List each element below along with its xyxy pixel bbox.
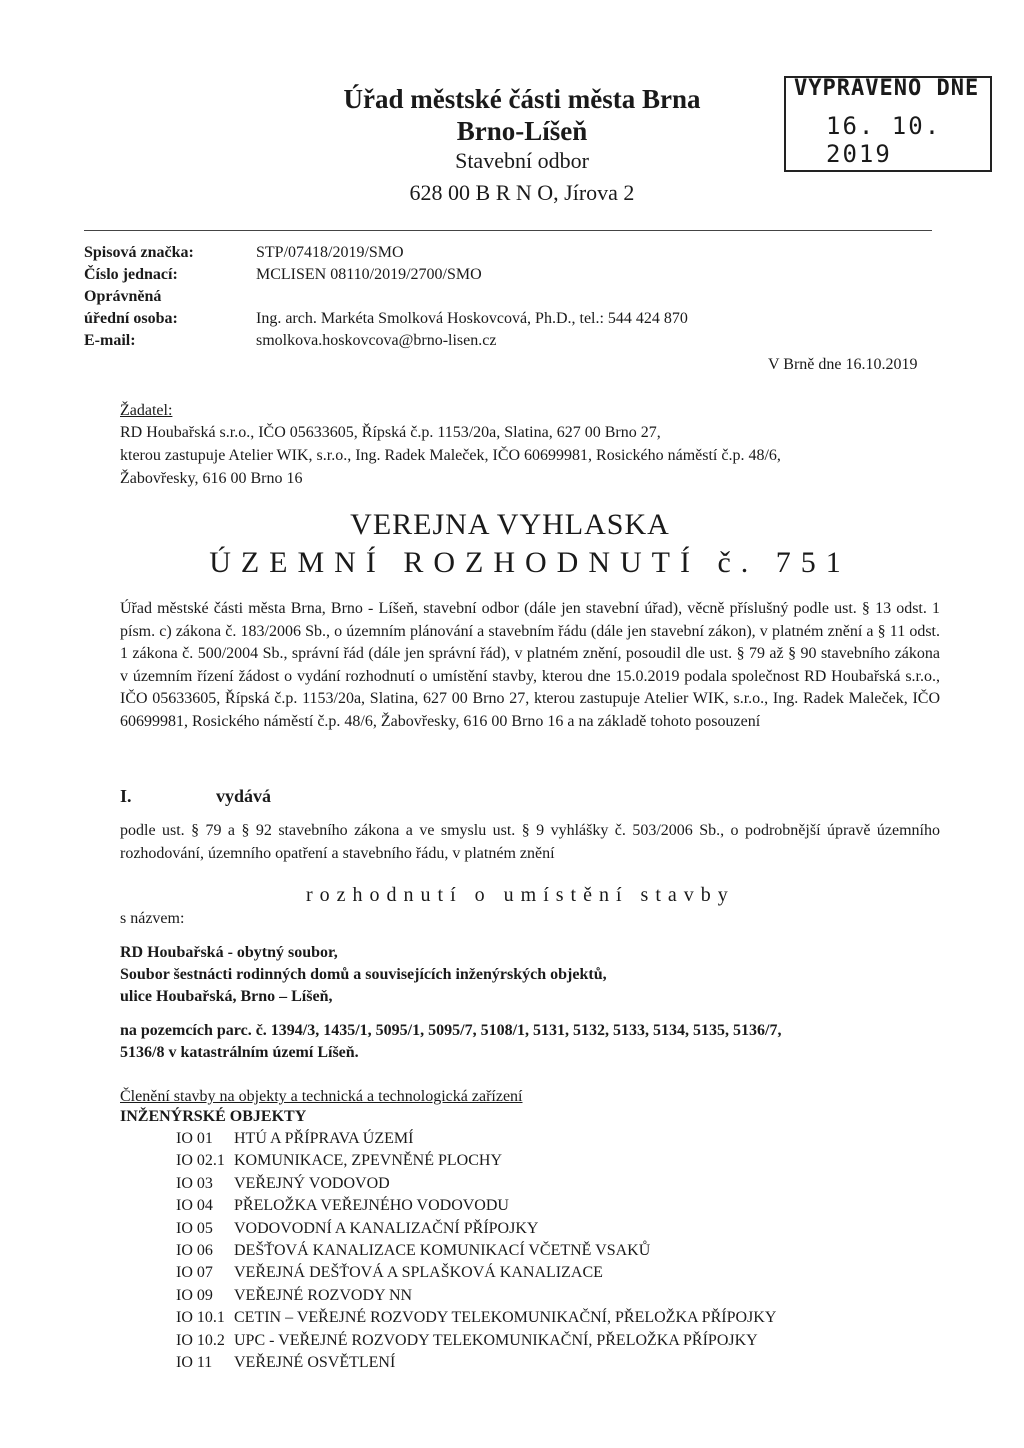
decision-heading: r o z h o d n u t í o u m í s t ě n í s t a v b y <box>306 884 729 906</box>
department-name: Stavební odbor <box>455 148 589 173</box>
section-label: vydává <box>216 786 272 806</box>
dispatch-stamp <box>784 76 992 172</box>
osoba-label-2: úřední osoba: <box>84 310 178 327</box>
stamp-date: 16. 10. 2019 <box>826 112 942 168</box>
section-number: I. <box>120 786 132 806</box>
io-code: IO 02.1 <box>176 1152 225 1169</box>
io-description: KOMUNIKACE, ZPEVNĚNÉ PLOCHY <box>234 1152 502 1169</box>
cislo-value: MCLISEN 08110/2019/2700/SMO <box>256 266 482 283</box>
decision-title: ÚZEMNÍ ROZHODNUTÍ č. 751 <box>209 546 851 579</box>
io-code: IO 04 <box>176 1197 213 1214</box>
structure-heading: Členění stavby na objekty a technická a technologická zařízení <box>120 1088 523 1105</box>
parcels-line-2: 5136/8 v katastrálním území Líšeň. <box>120 1044 359 1061</box>
applicant-line-1: RD Houbařská s.r.o., IČO 05633605, Řípská č.p. 1153/20a, Slatina, 627 00 Brno 27, <box>120 424 661 441</box>
osoba-value: Ing. arch. Markéta Smolková Hoskovcová, Ph.D., tel.: 544 424 870 <box>256 310 688 327</box>
io-description: VEŘEJNÉ ROZVODY NN <box>234 1287 413 1304</box>
spisova-label: Spisová značka: <box>84 244 194 261</box>
applicant-line-3: Žabovřesky, 616 00 Brno 16 <box>120 470 303 487</box>
io-code: IO 07 <box>176 1264 213 1281</box>
email-value[interactable]: smolkova.hoskovcova@brno-lisen.cz <box>256 332 497 349</box>
io-code: IO 03 <box>176 1175 213 1192</box>
io-description: HTÚ A PŘÍPRAVA ÚZEMÍ <box>234 1130 414 1147</box>
io-description: DEŠŤOVÁ KANALIZACE KOMUNIKACÍ VČETNĚ VSAKŮ <box>234 1242 651 1259</box>
spisova-value: STP/07418/2019/SMO <box>256 244 404 261</box>
io-code: IO 05 <box>176 1220 213 1237</box>
nazvem-label: s názvem: <box>120 910 185 927</box>
io-code: IO 10.1 <box>176 1309 225 1326</box>
intro-paragraph: Úřad městské části města Brna, Brno - Líšeň, stavební odbor (dále jen stavební úřad), věcně příslušný podle ust. § 13 odst. 1 písm. c) zákona č. 183/2006 Sb., o územním plánování a stavebním řádu (dále jen stavební zákon), v platném znění a § 11 odst. 1 zákona č. 500/2004 Sb., správní řád (dále jen správní řád), v platném znění, posoudil dle ust. § 79 až § 90 stavebního zákona v územním řízení žádost o vydání rozhodnutí o umístění stavby, kterou dne 15.0.2019 podala společnost RD Houbařská s.r.o., IČO 05633605, Řípská č.p. 1153/20a, Slatina, 627 00 Brno 27, kterou zastupuje Atelier WIK, s.r.o., Ing. Radek Maleček, IČO 60699981, Rosického náměstí č.p. 48/6, Žabovřesky, 616 00 Brno 16 a na základě tohoto posouzení <box>120 600 940 730</box>
io-code: IO 11 <box>176 1354 213 1371</box>
document-date: V Brně dne 16.10.2019 <box>768 356 918 373</box>
io-description: CETIN – VEŘEJNÉ ROZVODY TELEKOMUNIKAČNÍ, PŘELOŽKA PŘÍPOJKY <box>234 1309 777 1326</box>
applicant-label: Žadatel: <box>120 402 173 419</box>
io-description: VEŘEJNÝ VODOVOD <box>234 1175 390 1192</box>
parcels-line-1: na pozemcích parc. č. 1394/3, 1435/1, 5095/1, 5095/7, 5108/1, 5131, 5132, 5133, 5134, 5135, 5136/7, <box>120 1022 782 1039</box>
office-address: 628 00 B R N O, Jírova 2 <box>409 180 635 205</box>
project-name-line-2: Soubor šestnácti rodinných domů a souvisejících inženýrských objektů, <box>120 966 607 983</box>
io-description: VEŘEJNÁ DEŠŤOVÁ A SPLAŠKOVÁ KANALIZACE <box>234 1264 603 1281</box>
io-description: UPC - VEŘEJNÉ ROZVODY TELEKOMUNIKAČNÍ, PŘELOŽKA PŘÍPOJKY <box>234 1332 758 1349</box>
cislo-label: Číslo jednací: <box>84 266 178 283</box>
public-notice-title: VEREJNA VYHLASKA <box>350 508 670 541</box>
project-name-line-3: ulice Houbařská, Brno – Líšeň, <box>120 988 333 1005</box>
header-divider <box>84 230 932 231</box>
io-code: IO 06 <box>176 1242 213 1259</box>
email-label: E-mail: <box>84 332 136 349</box>
office-name: Úřad městské části města Brna <box>343 84 701 114</box>
io-description: VODOVODNÍ A KANALIZAČNÍ PŘÍPOJKY <box>234 1220 539 1237</box>
applicant-line-2: kterou zastupuje Atelier WIK, s.r.o., Ing. Radek Maleček, IČO 60699981, Rosického náměstí č.p. 48/6, <box>120 447 781 464</box>
io-code: IO 10.2 <box>176 1332 225 1349</box>
osoba-label-1: Oprávněná <box>84 288 162 305</box>
io-description: VEŘEJNÉ OSVĚTLENÍ <box>234 1354 396 1371</box>
io-code: IO 01 <box>176 1130 213 1147</box>
stamp-title: VYPRAVENO DNE <box>794 76 980 101</box>
io-description: PŘELOŽKA VEŘEJNÉHO VODOVODU <box>234 1197 509 1214</box>
engineering-objects-heading: INŽENÝRSKÉ OBJEKTY <box>120 1108 307 1125</box>
district-name: Brno-Líšeň <box>456 116 588 146</box>
project-name-line-1: RD Houbařská - obytný soubor, <box>120 944 338 961</box>
legal-basis-paragraph: podle ust. § 79 a § 92 stavebního zákona a ve smyslu ust. § 9 vyhlášky č. 503/2006 Sb., o podrobnější úpravě územního rozhodování, územního opatření a stavebního řádu, v platném znění <box>120 822 940 862</box>
io-code: IO 09 <box>176 1287 213 1304</box>
